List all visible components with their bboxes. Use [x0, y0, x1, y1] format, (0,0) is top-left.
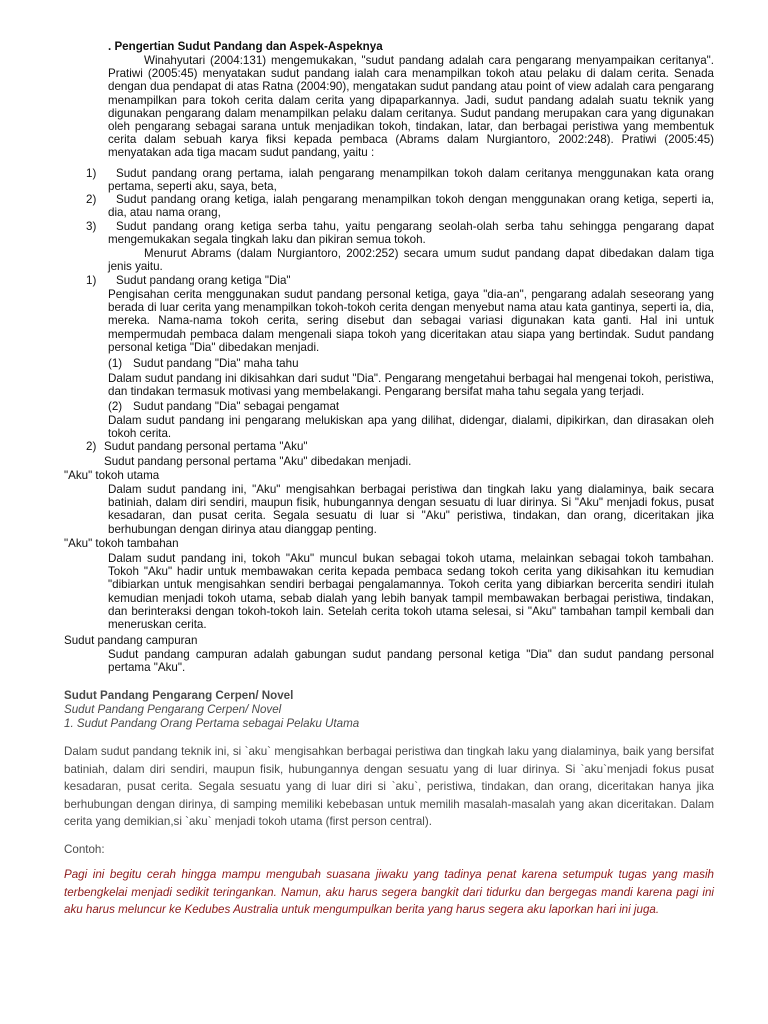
intro-paragraph: Winahyutari (2004:131) mengemukakan, "sudut pandang adalah cara pengarang menyampaikan ceritanya". Pratiwi (2005:45) menyatakan sudut pandang ialah cara menampilkan tokoh atau pelaku di dalam cerita. Senada dengan dua pendapat di atas Ratna (2004:90), mengatakan sudut pandang atau point of view adalah cara pengarang menampilkan para tokoh cerita dalam cerita yang dipaparkannya. Jadi, sudut pandang adalah suatu teknik yang digunakan pengarang dalam menampilkan pelaku dalam ceritanya. Sudut pandang merupakan cara yang digunakan oleh pengarang sebagai sarana untuk menjadikan tokoh, tindakan, latar, dan berbagai peristiwa yang membentuk cerita dalam sebuah karya fiksi kepada pembaca (Abrams dalam Nurgiantoro, 2002:248). Pratiwi (2005:45) menyatakan ada tiga macam sudut pandang, yaitu :: [108, 54, 714, 160]
side-character-body: Dalam sudut pandang ini, tokoh "Aku" muncul bukan sebagai tokoh utama, melainkan sebagai tokoh tambahan. Tokoh "Aku" hadir untuk membawakan cerita kepada pembaca sedang tokoh cerita yang dikisahkan itu kemudian "dibiarkan untuk mengisahkan sendiri berbagai pengalamannya. Tokoh cerita yang dibiarkan bercerita sendiri itulah kemudian menjadi tokoh utama, sebab dialah yang lebih banyak tampil membawakan berbagai peristiwa, tindakan, dan berinteraksi dengan tokoh-tokoh lain. Setelah cerita tokoh utama selesai, si "Aku" tambahan tampil kembali dan meneruskan cerita.: [108, 552, 714, 632]
mixed-title: Sudut pandang campuran: [64, 634, 198, 647]
main-character-title: "Aku" tokoh utama: [64, 469, 160, 482]
abrams-paragraph: Menurut Abrams (dalam Nurgiantoro, 2002:252) secara umum sudut pandang dapat dibedakan dalam tiga jenis yaitu.: [108, 247, 714, 274]
third-person-number: 1): [86, 274, 97, 287]
mixed-body: Sudut pandang campuran adalah gabungan sudut pandang personal ketiga "Dia" dan sudut pandang personal pertama "Aku".: [108, 648, 714, 675]
side-character-title: "Aku" tokoh tambahan: [64, 537, 179, 550]
main-character-body: Dalam sudut pandang ini, "Aku" mengisahkan berbagai peristiwa dan tingkah laku yang dialaminya, baik secara batiniah, dalam diri sendiri, maupun fisik, hubungannya dengan sesuatu di luar dirinya. Si "Aku" menjadi fokus, pusat kesadaran, dan pusat cerita. Segala sesuatu di luar si "Aku" peristiwa, tindakan, dan orang, diceritakan jika berhubungan dengan dirinya atau dianggap penting.: [108, 483, 714, 536]
third-person-title: Sudut pandang orang ketiga "Dia": [116, 274, 291, 287]
section2-subtitle: Sudut Pandang Pengarang Cerpen/ Novel: [64, 703, 282, 716]
omniscient-title: Sudut pandang "Dia" maha tahu: [133, 357, 299, 370]
type-3-text: Sudut pandang orang ketiga serba tahu, yaitu pengarang seolah-olah serba tahu sehingga pengarang dapat mengemukakan segala tingkah laku dan pikiran semua tokoh.: [108, 220, 714, 247]
section-heading: . Pengertian Sudut Pandang dan Aspek-Aspeknya: [108, 40, 383, 53]
section2-body: Dalam sudut pandang teknik ini, si `aku` mengisahkan berbagai peristiwa dan tingkah laku yang dialaminya, baik yang bersifat batiniah, dalam diri sendiri, maupun fisik, hubungannya dengan sesuatu yang di luar dirinya. Si `aku`menjadi fokus pusat kesadaran, pusat cerita. Segala sesuatu yang di luar diri si `aku`, peristiwa, tindakan, dan orang, diceritakan hanya jika berhubungan dengan dirinya, di samping memiliki kebebasan untuk memilih masalah-masalah yang akan diceritakan. Dalam cerita yang demikian,si `aku` menjadi tokoh utama (first person central).: [64, 745, 714, 828]
type-1-text: Sudut pandang orang pertama, ialah pengarang menampilkan tokoh dalam ceritanya menggunakan kata orang pertama, seperti aku, saya, beta,: [108, 167, 714, 194]
observer-body: Dalam sudut pandang ini pengarang melukiskan apa yang dilihat, didengar, dialami, dipikirkan, dan dirasakan oleh tokoh cerita.: [108, 414, 714, 441]
third-person-body: Pengisahan cerita menggunakan sudut pandang personal ketiga, gaya "dia-an", pengarang adalah seseorang yang berada di luar cerita yang menampilkan tokoh-tokoh cerita dengan menyebut nama atau kata gantinya, seperti ia, dia, mereka. Nama-nama tokoh cerita, sering disebut dan sebagai variasi digunakan kata ganti. Hal ini untuk mempermudah pembaca dalam mengenali siapa tokoh yang diceritakan atau siapa yang bertindak. Sudut pandang personal ketiga "Dia" dibedakan menjadi.: [108, 288, 714, 354]
example-label: Contoh:: [64, 843, 105, 856]
type-2-text: Sudut pandang orang ketiga, ialah pengarang menampilkan tokoh dengan menggunakan orang ketiga, seperti ia, dia, atau nama orang,: [108, 193, 714, 220]
section2-subsubtitle: 1. Sudut Pandang Orang Pertama sebagai Pelaku Utama: [64, 717, 360, 730]
section2-title: Sudut Pandang Pengarang Cerpen/ Novel: [64, 689, 294, 702]
first-person-title: Sudut pandang personal pertama "Aku": [104, 440, 308, 453]
omniscient-number: (1): [108, 357, 123, 370]
first-person-number: 2): [86, 440, 97, 453]
observer-title: Sudut pandang "Dia" sebagai pengamat: [133, 400, 340, 413]
type-2-number: 2): [86, 193, 97, 206]
observer-number: (2): [108, 400, 123, 413]
type-1-number: 1): [86, 167, 97, 180]
type-3-number: 3): [86, 220, 97, 233]
example-text: Pagi ini begitu cerah hingga mampu mengubah suasana jiwaku yang tadinya penat karena setumpuk tugas yang masih terbengkelai menjadi sedikit teringankan. Namun, aku harus segera bangkit dari tidurku dan bergegas mandi karena pagi ini aku harus meluncur ke Kedubes Australia untuk mengumpulkan berita yang harus segera aku laporkan hari ini juga.: [64, 868, 714, 916]
first-person-subtitle: Sudut pandang personal pertama "Aku" dibedakan menjadi.: [104, 455, 412, 468]
omniscient-body: Dalam sudut pandang ini dikisahkan dari sudut "Dia". Pengarang mengetahui berbagai hal mengenai tokoh, peristiwa, dan tindakan termasuk motivasi yang membelakangi. Pengarang bersifat maha tahu segala yang terjadi.: [108, 372, 714, 399]
